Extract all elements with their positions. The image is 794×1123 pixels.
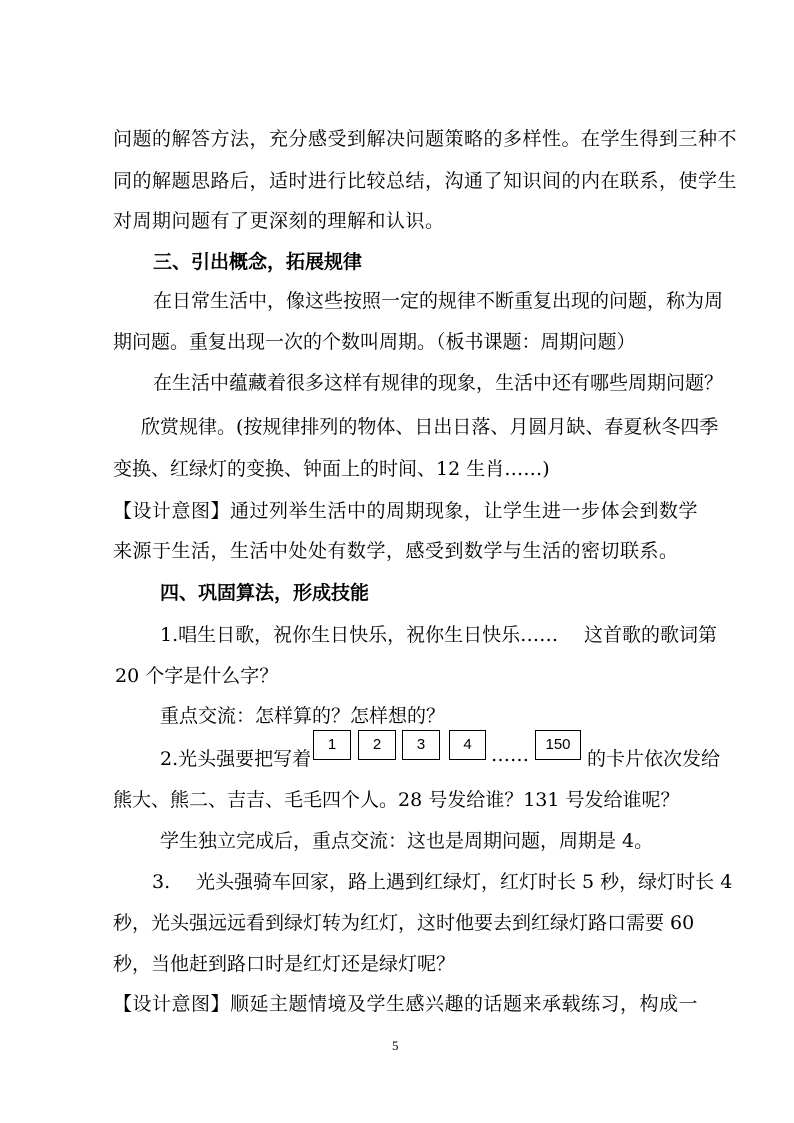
paragraph-line: 在生活中蕴藏着很多这样有规律的现象，生活中还有哪些周期问题？ [153, 372, 724, 394]
number-card: 4 [449, 730, 486, 760]
design-intent-line: 【设计意图】顺延主题情境及学生感兴趣的话题来承载练习，构成一 [113, 993, 699, 1015]
number-card: 2 [358, 730, 396, 760]
paragraph-line: 问题的解答方法，充分感受到解决问题策略的多样性。在学生得到三种不 [113, 128, 738, 150]
paragraph-line: 对周期问题有了更深刻的理解和认识。 [113, 210, 445, 232]
question-3-number: 3. [152, 871, 171, 893]
question-1-text: 这首歌的歌词第 [584, 624, 718, 646]
design-intent-line: 来源于生活，生活中处处有数学，感受到数学与生活的密切联系。 [113, 540, 679, 562]
number-card: 150 [535, 730, 581, 760]
question-1-text: 20 个字是什么字？ [115, 665, 279, 687]
question-2-note: 学生独立完成后，重点交流：这也是周期问题，周期是 4。 [160, 830, 654, 852]
page-number: 5 [392, 1038, 399, 1053]
question-1-note: 重点交流：怎样算的？怎样想的？ [160, 705, 446, 727]
section-heading-3: 三、引出概念，拓展规律 [153, 251, 363, 273]
question-2-text: 2.光头强要把写着 [160, 748, 312, 770]
paragraph-line: 变换、红绿灯的变换、钟面上的时间、12 生肖……) [113, 458, 550, 480]
question-3-text: 秒，光头强远远看到绿灯转为红灯，这时他要去到红绿灯路口需要 60 [113, 912, 695, 934]
question-2-text: 的卡片依次发给 [587, 748, 721, 770]
question-3-text: 秒，当他赶到路口时是红灯还是绿灯呢？ [113, 953, 456, 975]
section-heading-4: 四、巩固算法，形成技能 [160, 582, 370, 604]
number-card: 1 [313, 730, 351, 760]
number-card: 3 [402, 730, 440, 760]
paragraph-line: 同的解题思路后，适时进行比较总结，沟通了知识间的内在联系，使学生 [113, 170, 738, 192]
paragraph-line: 欣赏规律。(按规律排列的物体、日出日落、月圆月缺、春夏秋冬四季 [141, 416, 719, 438]
question-1-text: 1.唱生日歌，祝你生日快乐，祝你生日快乐…… [160, 624, 559, 646]
paragraph-line: 在日常生活中，像这些按照一定的规律不断重复出现的问题，称为周 [153, 290, 724, 312]
question-2-text: 熊大、熊二、吉吉、毛毛四个人。28 号发给谁？131 号发给谁呢？ [113, 789, 680, 811]
paragraph-line: 期问题。重复出现一次的个数叫周期。（板书课题：周期问题） [113, 331, 636, 353]
ellipsis: …… [491, 744, 529, 766]
design-intent-line: 【设计意图】通过列举生活中的周期现象，让学生进一步体会到数学 [113, 500, 699, 522]
question-3-text: 光头强骑车回家，路上遇到红绿灯，红灯时长 5 秒，绿灯时长 4 [196, 871, 733, 893]
